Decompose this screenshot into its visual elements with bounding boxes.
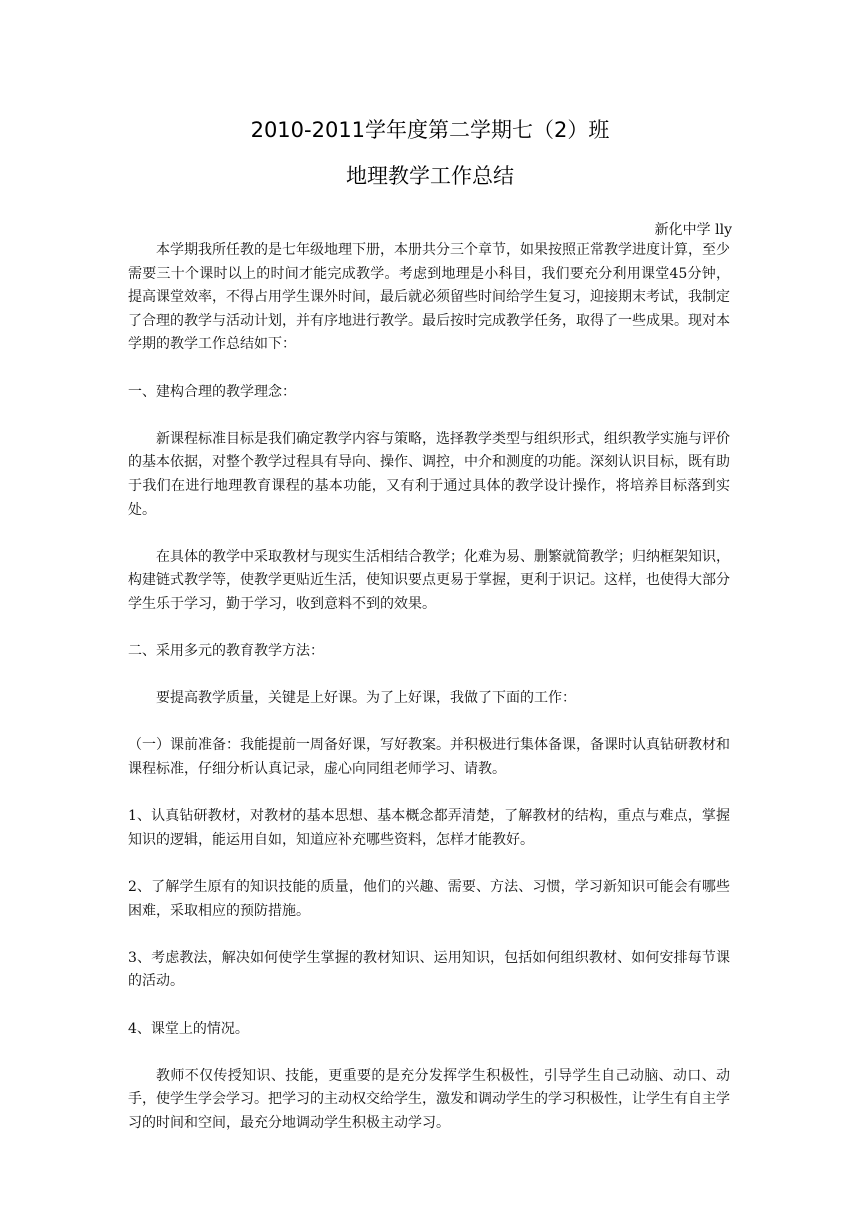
paragraph: 要提高教学质量，关键是上好课。为了上好课，我做了下面的工作：	[156, 690, 576, 707]
paragraph: （一）课前准备：我能提前一周备好课，写好教案。并积极进行集体备课，备课时认真钻研教材和课程标准，仔细分析认真记录，虚心向同组老师学习、请教。	[128, 737, 730, 778]
section-heading-1: 一、建构合理的教学理念：	[128, 383, 296, 400]
list-item: 1、认真钻研教材，对教材的基本思想、基本概念都弄清楚，了解教材的结构，重点与难点，掌握知识的逻辑，能运用自如，知道应补充哪些资料，怎样才能教好。	[128, 808, 730, 848]
paragraph-intro: 本学期我所任教的是七年级地理下册，本册共分三个章节，如果按照正常教学进度计算，至少需要三十个课时以上的时间才能完成教学。考虑到地理是小科目，我们要充分利用课堂45分钟，提高课堂效率，不得占用学生课外时间，最后就必须留些时间给学生复习，迎接期末考试，我制定了合理的教学与活动计划，并有序地进行教学。最后按时完成教学任务，取得了一些成果。现对本学期的教学工作总结如下：	[128, 242, 730, 353]
paragraph: 在具体的教学中采取教材与现实生活相结合教学；化难为易、删繁就简教学；归纳框架知识，构建链式教学等，使教学更贴近生活，使知识要点更易于掌握，更利于识记。这样，也使得大部分学生乐于学习，勤于学习，收到意料不到的效果。	[128, 548, 730, 612]
paragraph: 教师不仅传授知识、技能，更重要的是充分发挥学生积极性，引导学生自己动脑、动口、动手，使学生学会学习。把学习的主动权交给学生，激发和调动学生的学习积极性，让学生有自主学习的时间和空间，最充分地调动学生积极主动学习。	[128, 1067, 730, 1131]
list-item: 3、考虑教法，解决如何使学生掌握的教材知识、运用知识，包括如何组织教材、如何安排每节课的活动。	[128, 949, 730, 990]
list-item: 2、了解学生原有的知识技能的质量，他们的兴趣、需要、方法、习惯，学习新知识可能会有哪些困难，采取相应的预防措施。	[128, 879, 730, 919]
document-title-line1: 2010-2011学年度第二学期七（2）班	[250, 118, 610, 142]
section-heading-2: 二、采用多元的教育教学方法：	[128, 643, 324, 660]
paragraph: 新课程标准目标是我们确定教学内容与策略，选择教学类型与组织形式，组织教学实施与评价的基本依据，对整个教学过程具有导向、操作、调控，中介和测度的功能。深刻认识目标，既有助于我们在进行地理教育课程的基本功能，又有利于通过具体的教学设计操作，将培养目标落到实处。	[128, 430, 730, 518]
document-title-line2: 地理教学工作总结	[346, 164, 514, 188]
list-item: 4、课堂上的情况。	[128, 1020, 249, 1037]
document-body	[128, 239, 730, 1136]
author-line: 新化中学 lly	[654, 222, 732, 238]
